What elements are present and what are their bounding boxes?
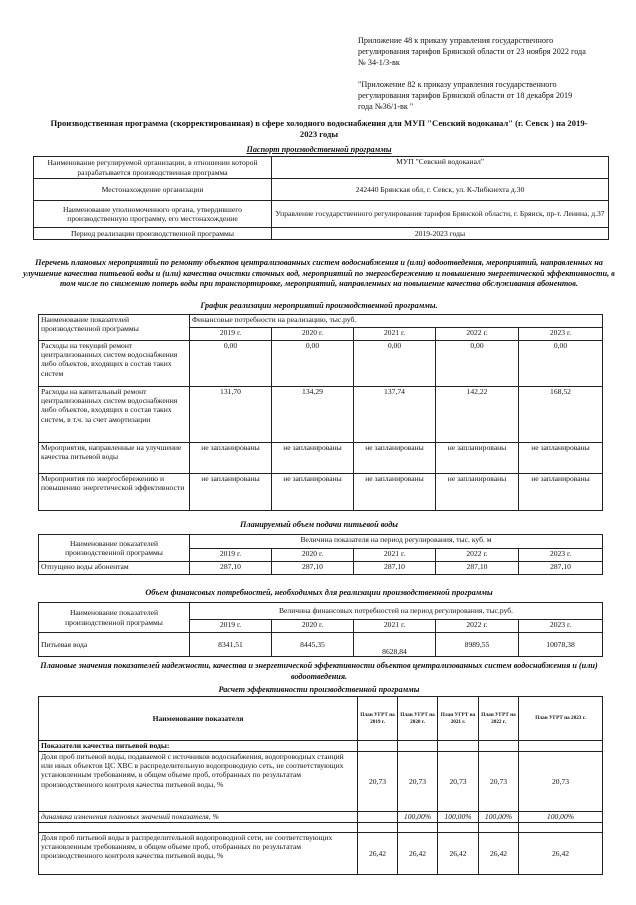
table-row: Доля проб питьевой воды, подаваемой с источников водоснабжения, водопроводных станций или иных объектов ЦС ХВС в распределительную водопроводную сеть, не соответствующих установленным требованиям, в общем объеме проб, отобранных по результатам производственного контроля качества питьевой воды, % 20,73 20,73 20,73 20,73 20,73 bbox=[39, 752, 603, 812]
table-row: Мероприятия, направленные на улучшение качества питьевой воды не запланированы не запланированы не запланированы не запланированы не запланированы bbox=[39, 443, 603, 474]
table-row: Питьевая вода 8341,51 8445,35 8628,84 8989,55 10078,38 bbox=[39, 633, 603, 657]
table-row: Наименование показателей производственной программы Финансовые потребности на реализацию, тыс.руб. bbox=[39, 315, 603, 328]
passport-heading: Паспорт производственной программы bbox=[246, 145, 392, 154]
reliability-heading: Плановые значения показателей надежности, качества и энергетической эффективности объектов централизованных систем водоснабжения и (или) водоотведения. bbox=[40, 661, 598, 681]
order-line: № 34-1/3-вк bbox=[358, 58, 400, 67]
page-title: Производственная программа (скорректированная) в сфере холодного водоснабжения для МУП "Севский водоканал" (г. Севск ) на 2019- 2023 годы bbox=[50, 118, 588, 139]
order-line: года №36/1-вк " bbox=[358, 102, 414, 111]
table-row: динамика изменения плановых значений показателя, % 100,00% 100,00% 100,00% 100,00% bbox=[39, 812, 603, 823]
order-line: регулирования тарифов Брянской области от 23 ноября 2022 года bbox=[358, 47, 586, 56]
table-row: Наименование регулируемой организации, в отношении которой разрабатывается производственная программа МУП "Севский водоканал" bbox=[34, 157, 609, 179]
order-line: регулирования тарифов Брянской области от 18 декабря 2019 bbox=[358, 91, 573, 100]
table-header-row: 2019 г. 2020 г. 2021 г. 2022 г. 2023 г. bbox=[39, 328, 603, 341]
table-row: Расходы на капитальный ремонт централизованных систем водоснабжения либо объектов, входящих в состав таких систем, в т.ч. за счет амортизации 131,70 134,29 137,74 142,22 168,52 bbox=[39, 387, 603, 443]
table-row: Показатели качества питьевой воды: bbox=[39, 741, 603, 752]
schedule-table bbox=[38, 314, 603, 511]
table-row bbox=[39, 823, 603, 833]
volume-table bbox=[38, 534, 603, 575]
order-line: Приложение 48 к приказу управления государственного bbox=[358, 36, 554, 45]
table-row: Отпущено воды абонентам 287,10 287,10 287,10 287,10 287,10 bbox=[39, 562, 603, 575]
table-row: Наименование уполномоченного органа, утвердившего производственную программу, его местонахождение Управление государственного регулирования тарифов Брянской области, г. Брянск, пр-т. Ленина, д.37 bbox=[34, 201, 609, 228]
table-row: Доля проб питьевой воды в распределительной водопроводной сети, не соответствующих установленным требованиям, в общем объеме проб, отобранных по результатам производственного контроля качества питьевой воды, % 26,42 26,42 26,42 26,42 26,42 bbox=[39, 833, 603, 875]
table-header-row: 2019 г. 2020 г. 2021 г. 2022 г. 2023 г. bbox=[39, 549, 603, 562]
passport-table bbox=[33, 156, 609, 240]
order-reference bbox=[358, 35, 586, 112]
reliability-table bbox=[38, 696, 603, 875]
table-header-row: 2019 г. 2020 г. 2021 г. 2022 г. 2023 г. bbox=[39, 620, 603, 633]
table-row: Мероприятия по энергосбережению и повышению энергетической эффективности не запланированы не запланированы не запланированы не запланированы не запланированы bbox=[39, 474, 603, 511]
table-row: Наименование показателей производственной программы Величина финансовых потребностей на период регулирования, тыс.руб. bbox=[39, 603, 603, 620]
schedule-heading: График реализации мероприятий производственной программы. bbox=[200, 301, 438, 310]
volume-heading: Планируемый объем подачи питьевой воды bbox=[240, 520, 398, 529]
table-row: Наименование показателей производственной программы Величина показателя на период регулирования, тыс. куб. м bbox=[39, 535, 603, 549]
finance-heading: Объем финансовых потребностей, необходимых для реализации производственной программы bbox=[145, 588, 493, 597]
table-row: Расходы на текущий ремонт централизованных систем водоснабжения либо объектов, входящих в состав таких систем 0,00 0,00 0,00 0,00 0,00 bbox=[39, 341, 603, 387]
order-line: "Приложение 82 к приказу управления государственного bbox=[358, 80, 557, 89]
table-header-row: Наименование показателя План УГРТ на 2019 г. План УГРТ на 2020 г. План УГРТ на 2021 г. План УГРТ на 2022 г. План УГРТ на 2023 г. bbox=[39, 697, 603, 741]
table-row: Период реализации производственной программы 2019-2023 годы bbox=[34, 228, 609, 240]
measures-heading: Перечень плановых мероприятий по ремонту объектов централизованных систем водоснабжения и (или) водоотведения, мероприятий, направленных на улучшение качества питьевой воды и (или) качества очистки сточных вод, мероприятий по энергосбережению и повышению энергетической эффективности, в том числе по снижению потерь воды при транспортировке, мероприятий, направленных на повышение качества обслуживания абонентов. bbox=[23, 258, 615, 288]
calc-heading: Расчет эффективности производственной программы bbox=[218, 685, 420, 694]
table-row: Местонахождение организации 242440 Брянская обл, г. Севск, ул. К-Либкнехта д.30 bbox=[34, 179, 609, 201]
finance-table bbox=[38, 602, 603, 657]
